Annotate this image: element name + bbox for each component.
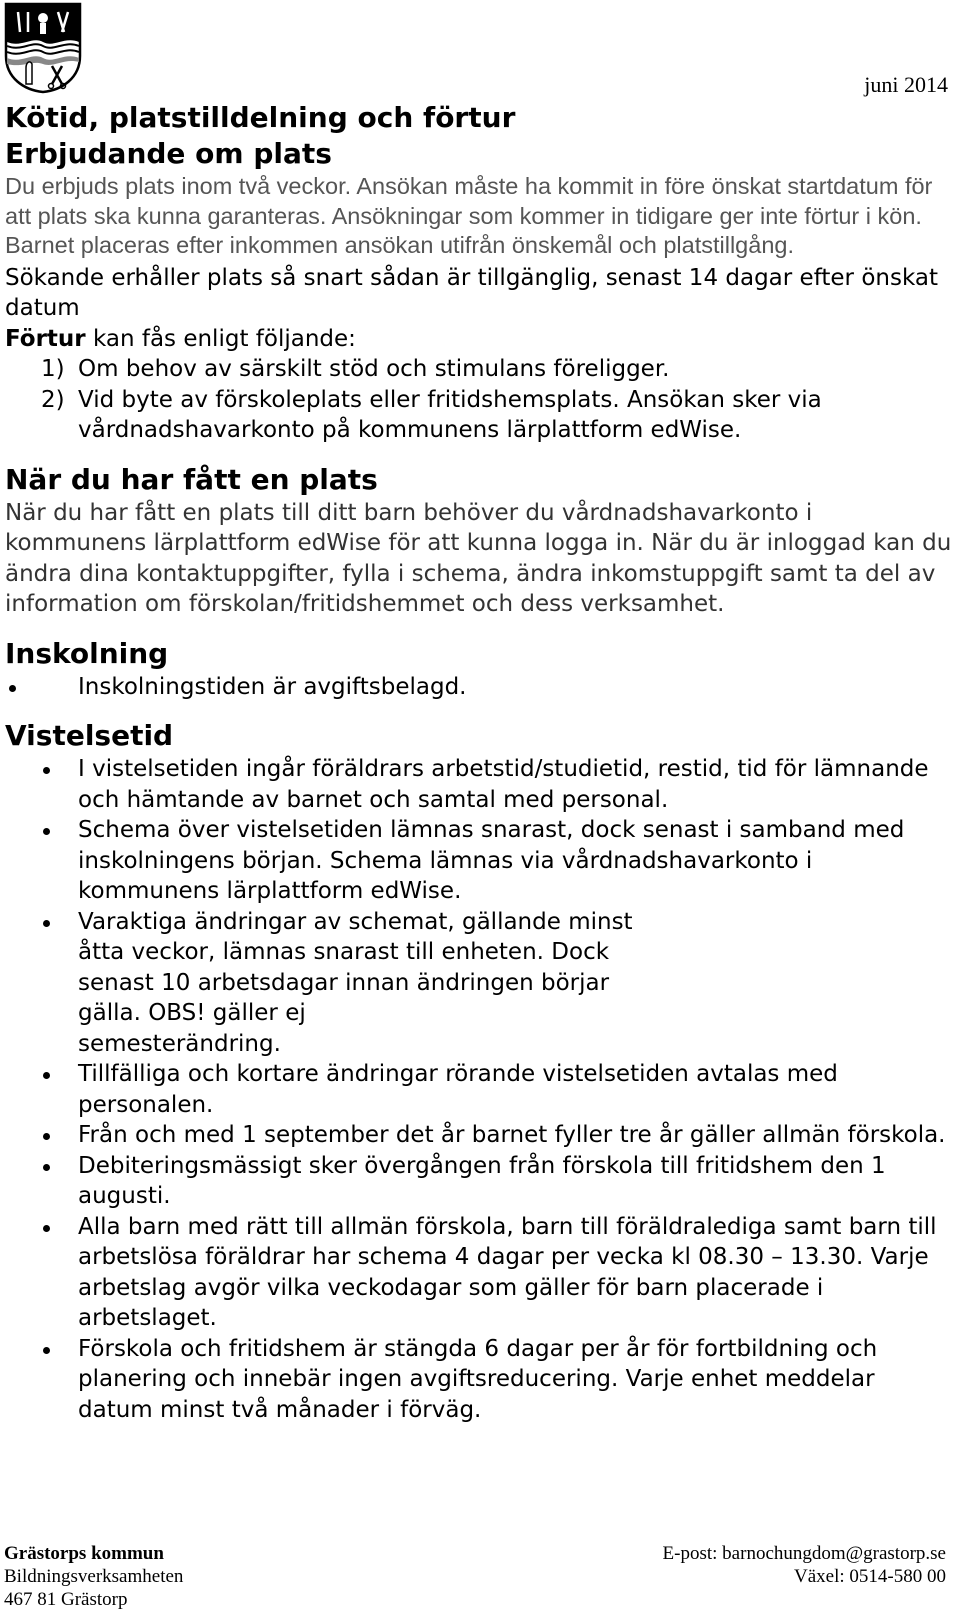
seeker-paragraph: Sökande erhåller plats så snart sådan är tillgänglig, senast 14 dagar efter önskat datum [5, 264, 938, 321]
footer-phone: Växel: 0514-580 00 [794, 1566, 946, 1587]
section-title-induction: Inskolning [5, 636, 169, 670]
footer-org: Grästorps kommun [4, 1543, 164, 1564]
document-date: juni 2014 [864, 72, 948, 97]
list-item [5, 354, 955, 385]
list-item-text: Varaktiga ändringar av schemat, gällande minst åtta veckor, lämnas snarast till enheten. Dock senast 10 arbetsdagar innan ändringen börjar gälla. OBS! gäller ej [78, 908, 633, 1026]
attendance-list [5, 754, 955, 1425]
list-item: Från och med 1 september det år barnet fyller tre år gäller allmän förskola. [5, 1120, 955, 1151]
list-item: Alla barn med rätt till allmän förskola, barn till föräldralediga samt barn till arbetslösa föräldrar har schema 4 dagar per vecka kl 08.30 – 13.30. Varje arbetslag avgör vilka veckodagar som gäller för barn placerade i arbetslaget. [5, 1212, 955, 1334]
document-body [5, 100, 955, 1425]
municipal-coat-of-arms-icon [4, 2, 82, 94]
footer-email: E-post: barnochungdom@grastorp.se [662, 1543, 946, 1564]
list-item [5, 907, 955, 1060]
priority-label: Förtur [5, 325, 86, 352]
list-item: Förskola och fritidshem är stängda 6 dagar per år för fortbildning och planering och innebär ingen avgiftsreducering. Varje enhet meddelar datum minst två månader i förväg. [5, 1334, 955, 1426]
list-item-text-extra: semesterändring. [78, 1030, 281, 1057]
list-item-text: Vid byte av förskoleplats eller fritidshemsplats. Ansökan sker via vårdnadshavarkonto på kommunens lärplattform edWise. [78, 386, 822, 443]
list-item: Schema över vistelsetiden lämnas snarast, dock senast i samband med inskolningens början. Schema lämnas via vårdnadshavarkonto i kommunens lärplattform edWise. [5, 815, 955, 907]
section-title-placement: När du har fått en plats [5, 462, 378, 496]
priority-paragraph [5, 324, 955, 355]
priority-text: kan fås enligt följande: [85, 325, 356, 352]
list-item-text: Om behov av särskilt stöd och stimulans föreligger. [78, 356, 670, 382]
page-title: Kötid, platstilldelning och förtur [5, 101, 516, 134]
placement-paragraph: När du har fått en plats till ditt barn behöver du vårdnadshavarkonto i kommunens lärplattform edWise för att kunna logga in. När du är inloggad kan du ändra dina kontaktuppgifter, fylla i schema, ändra inkomstuppgift samt ta del av information om förskolan/fritidshemmet och dess verksamhet. [5, 499, 952, 617]
list-item: Inskolningstiden är avgiftsbelagd. [5, 672, 955, 703]
induction-list [5, 672, 955, 703]
offer-paragraph: Du erbjuds plats inom två veckor. Ansökan måste ha kommit in före önskat startdatum för att plats ska kunna garanteras. Ansökningar som kommer in tidigare ger inte förtur i kön. Barnet placeras efter inkommen ansökan utifrån önskemål och platstillgång. [5, 173, 933, 258]
list-item-number: 1) [41, 356, 65, 382]
list-item [5, 385, 955, 446]
list-item: Debiteringsmässigt sker övergången från förskola till fritidshem den 1 augusti. [5, 1151, 955, 1212]
list-item: Tillfälliga och kortare ändringar rörande vistelsetiden avtalas med personalen. [5, 1059, 955, 1120]
footer-address: 467 81 Grästorp [4, 1589, 128, 1610]
footer-right [663, 1542, 946, 1588]
list-item: I vistelsetiden ingår föräldrars arbetstid/studietid, restid, tid för lämnande och hämtande av barnet och samtal med personal. [5, 754, 955, 815]
section-title-offer: Erbjudande om plats [5, 137, 332, 170]
priority-list [5, 354, 955, 446]
footer-left [4, 1542, 183, 1611]
list-item-number: 2) [41, 386, 65, 413]
footer-dept: Bildningsverksamheten [4, 1566, 184, 1587]
section-title-attendance: Vistelsetid [5, 719, 174, 752]
